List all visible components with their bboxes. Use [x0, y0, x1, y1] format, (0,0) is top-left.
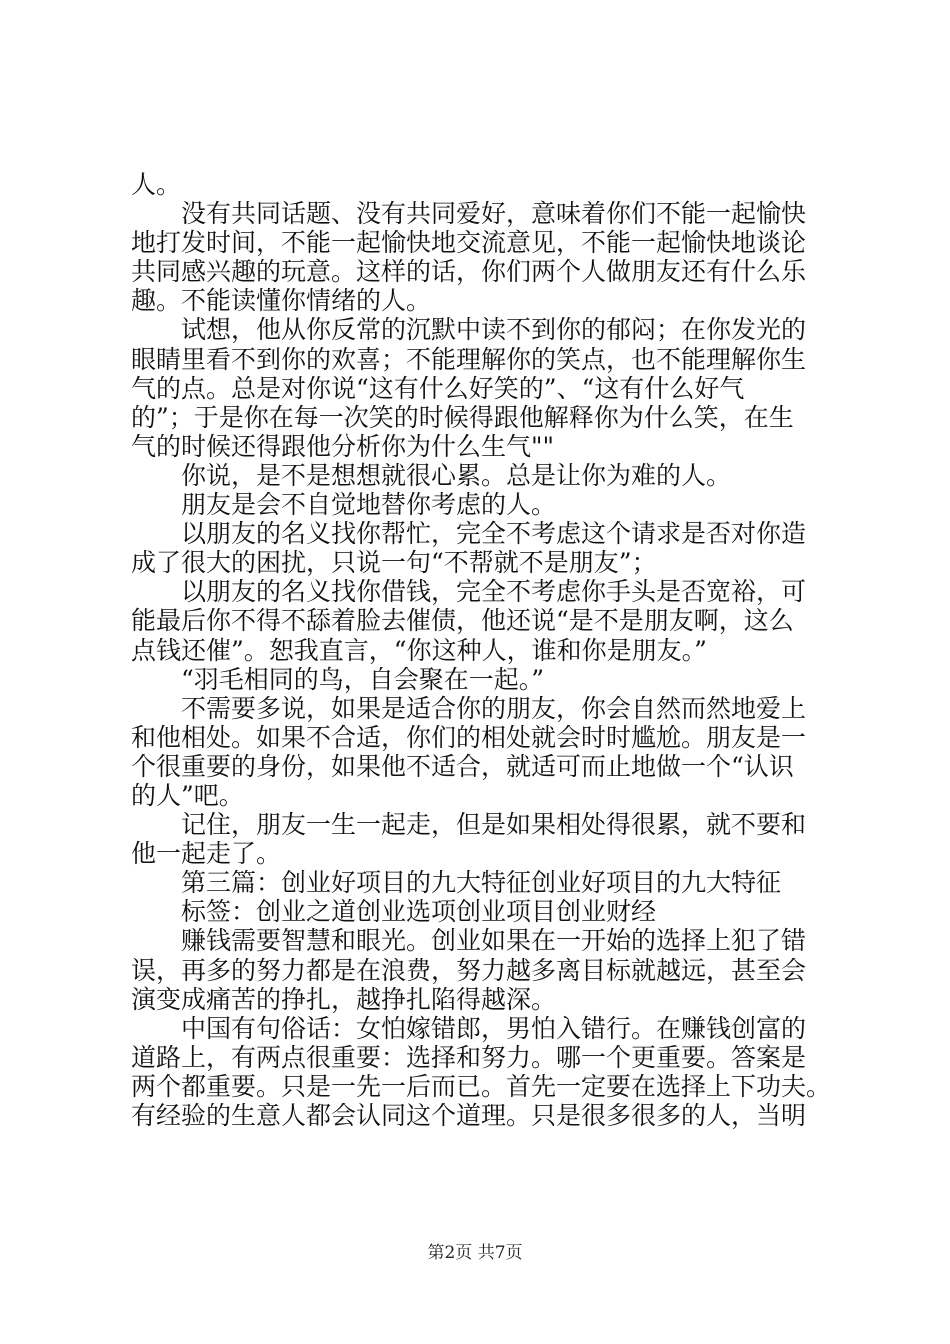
tags-line: 标签：创业之道创业选项创业项目创业财经	[181, 897, 657, 927]
text-line: 眼睛里看不到你的欢喜；不能理解你的笑点，也不能理解你生	[131, 344, 807, 374]
text-line: 能最后你不得不舔着脸去催债，他还说“是不是朋友啊，这么	[131, 606, 794, 636]
text-line: 成了很大的困扰，只说一句“不帮就不是朋友”；	[131, 548, 657, 578]
text-line: 不需要多说，如果是适合你的朋友，你会自然而然地爱上	[181, 693, 807, 723]
text-line: 共同感兴趣的玩意。这样的话，你们两个人做朋友还有什么乐	[131, 257, 807, 287]
page-number-footer: 第2页 共7页	[427, 1243, 523, 1263]
text-line: 两个都重要。只是一先一后而已。首先一定要在选择上下功夫。	[131, 1071, 832, 1101]
section-heading: 第三篇：创业好项目的九大特征创业好项目的九大特征	[181, 868, 782, 898]
text-line: 他一起走了。	[131, 839, 282, 869]
text-line: 赚钱需要智慧和眼光。创业如果在一开始的选择上犯了错	[181, 926, 807, 956]
text-line: 趣。不能读懂你情绪的人。	[131, 286, 432, 316]
text-line: 人。	[131, 170, 182, 199]
text-line: 有经验的生意人都会认同这个道理。只是很多很多的人，当明	[131, 1101, 807, 1130]
text-line: 没有共同话题、没有共同爱好，意味着你们不能一起愉快	[181, 199, 807, 229]
text-line: 和他相处。如果不合适，你们的相处就会时时尴尬。朋友是一	[131, 722, 807, 752]
text-line: 地打发时间，不能一起愉快地交流意见，不能一起愉快地谈论	[131, 228, 807, 258]
document-body	[131, 170, 836, 1130]
text-line: 中国有句俗话：女怕嫁错郎，男怕入错行。在赚钱创富的	[181, 1013, 807, 1043]
text-line: 误，再多的努力都是在浪费，努力越多离目标就越远，甚至会	[131, 955, 807, 985]
text-line: 记住，朋友一生一起走，但是如果相处得很累，就不要和	[181, 810, 807, 840]
text-line: 个很重要的身份，如果他不适合，就适可而止地做一个“认识	[131, 751, 794, 781]
text-line: 朋友是会不自觉地替你考虑的人。	[181, 490, 557, 520]
text-line: “羽毛相同的鸟，自会聚在一起。”	[181, 664, 545, 694]
text-line: 演变成痛苦的挣扎，越挣扎陷得越深。	[131, 984, 557, 1014]
text-line: 的”；于是你在每一次笑的时候得跟他解释你为什么笑，在生	[131, 402, 794, 432]
text-line: 气的时候还得跟他分析你为什么生气""	[131, 431, 554, 461]
text-line: 点钱还催”。恕我直言，“你这种人，谁和你是朋友。”	[131, 635, 707, 665]
text-line: 以朋友的名义找你帮忙，完全不考虑这个请求是否对你造	[181, 519, 807, 549]
text-line: 的人”吧。	[131, 780, 244, 810]
text-line: 试想，他从你反常的沉默中读不到你的郁闷；在你发光的	[181, 315, 807, 345]
text-line: 道路上，有两点很重要：选择和努力。哪一个更重要。答案是	[131, 1042, 807, 1072]
text-line: 你说，是不是想想就很心累。总是让你为难的人。	[181, 460, 732, 490]
text-line: 气的点。总是对你说“这有什么好笑的”、“这有什么好气	[131, 373, 745, 403]
text-line: 以朋友的名义找你借钱，完全不考虑你手头是否宽裕，可	[181, 577, 807, 607]
